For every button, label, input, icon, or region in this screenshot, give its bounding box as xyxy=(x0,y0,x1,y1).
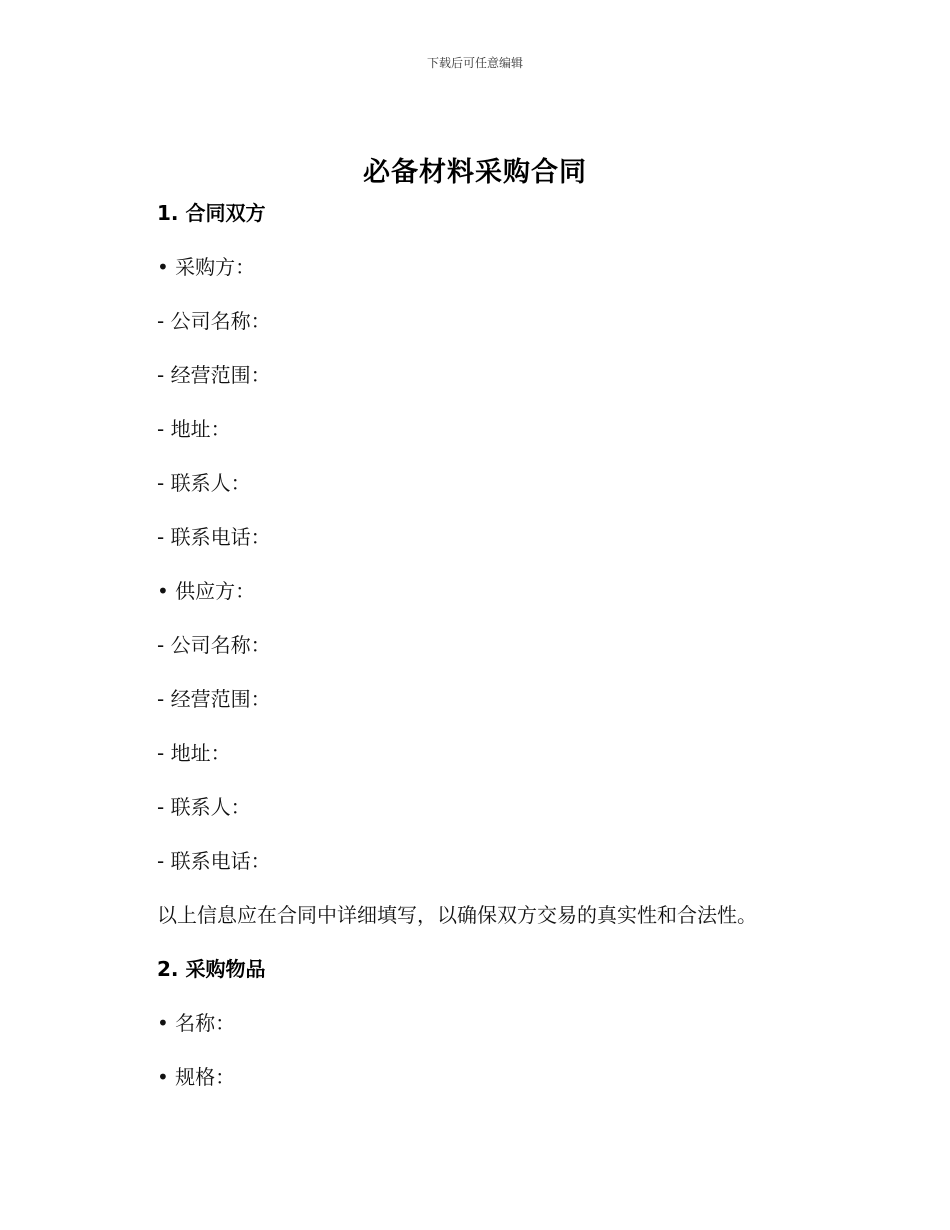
purchaser-company-name: - 公司名称： xyxy=(157,309,271,333)
document-body xyxy=(157,198,837,1092)
header-note: 下载后可任意编辑 xyxy=(426,56,523,70)
section-heading-parties: 1. 合同双方 xyxy=(157,201,266,225)
purchaser-business-scope: - 经营范围： xyxy=(157,363,271,387)
purchaser-contact-phone: - 联系电话： xyxy=(157,525,271,549)
parties-note-paragraph: 以上信息应在合同中详细填写，以确保双方交易的真实性和合法性。 xyxy=(157,903,757,927)
purchaser-contact-person: - 联系人： xyxy=(157,471,251,495)
supplier-contact-person: - 联系人： xyxy=(157,795,251,819)
section-heading-items: 2. 采购物品 xyxy=(157,957,266,981)
supplier-address: - 地址： xyxy=(157,741,231,765)
document-title: 必备材料采购合同 xyxy=(363,157,587,188)
purchaser-label: • 采购方： xyxy=(157,255,256,279)
supplier-company-name: - 公司名称： xyxy=(157,633,271,657)
supplier-contact-phone: - 联系电话： xyxy=(157,849,271,873)
supplier-business-scope: - 经营范围： xyxy=(157,687,271,711)
supplier-label: • 供应方： xyxy=(157,579,256,603)
purchaser-address: - 地址： xyxy=(157,417,231,441)
item-name: • 名称： xyxy=(157,1011,236,1035)
item-spec: • 规格： xyxy=(157,1065,236,1089)
